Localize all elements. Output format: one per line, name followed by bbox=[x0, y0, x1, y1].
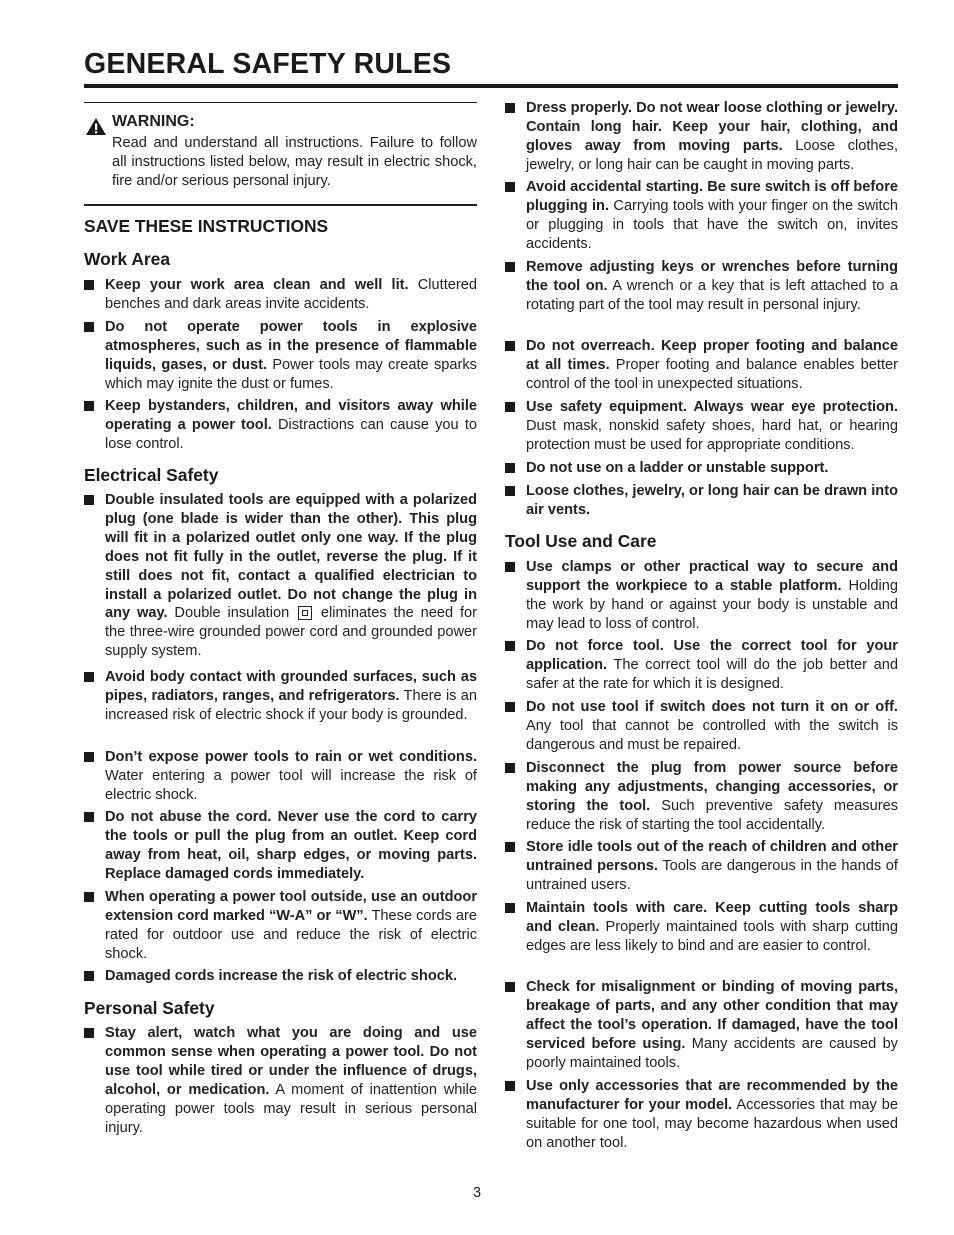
item-bold: Double insulated tools are equipped with a polarized plug (one blade is wider than the other). This plug will fit in a polarized outlet only one way. If the plug does not fit fully in the outlet, reverse the plug. If it still does not fit, contact a qualified electrician to install a polarized outlet. Do not change the plug in any way. bbox=[105, 492, 477, 622]
item-bold: Disconnect the plug from power source before making any adjustments, changing accessories, or storing the tool. bbox=[526, 760, 898, 814]
item-bold: Store idle tools out of the reach of children and other untrained persons. bbox=[526, 839, 898, 874]
warning-body: Read and understand all instructions. Failure to follow all instructions listed below, may result in electric shock, fire and/or serious personal injury. bbox=[112, 135, 477, 189]
tool-use-item bbox=[505, 637, 898, 694]
item-bold: Keep bystanders, children, and visitors away while operating a power tool. bbox=[105, 398, 477, 433]
item-text: Tools are dangerous in the hands of untrained users. bbox=[526, 857, 898, 893]
item-bold: Do not overreach. Keep proper footing and balance at all times. bbox=[526, 338, 898, 373]
electrical-safety-item bbox=[84, 748, 477, 805]
item-text: These cords are rated for outdoor use and reduce the risk of electric shock. bbox=[105, 907, 477, 962]
item-text: Properly maintained tools with sharp cutting edges are less likely to bind and are easier to control. bbox=[526, 918, 898, 954]
item-bold: Loose clothes, jewelry, or long hair can be drawn into air vents. bbox=[526, 483, 898, 518]
bullet-square-icon bbox=[505, 842, 515, 852]
title-rule bbox=[84, 84, 898, 88]
bullet-square-icon bbox=[505, 103, 515, 113]
bullet-square-icon bbox=[84, 812, 94, 822]
bullet-square-icon bbox=[505, 341, 515, 351]
item-bold: Remove adjusting keys or wrenches before turning the tool on. bbox=[526, 259, 898, 294]
item-bold: Don’t expose power tools to rain or wet conditions. bbox=[105, 749, 477, 765]
tool-use-heading: Tool Use and Care bbox=[505, 531, 657, 551]
item-text: Proper footing and balance enables better control of the tool in unexpected situations. bbox=[526, 356, 898, 392]
tool-use-item bbox=[505, 698, 898, 755]
item-bold: Check for misalignment or binding of moving parts, breakage of parts, and any other condition that may affect the tool’s operation. If damaged, have the tool serviced before using. bbox=[526, 979, 898, 1052]
item-bold: Do not force tool. Use the correct tool for your application. bbox=[526, 638, 898, 673]
item-text-continued: eliminates the need for the three-wire grounded power cord and grounded power supply system. bbox=[105, 605, 477, 660]
item-bold: Do not use on a ladder or unstable support. bbox=[526, 460, 829, 476]
personal-safety-item bbox=[505, 337, 898, 394]
electrical-safety-item bbox=[84, 491, 477, 661]
item-text: Power tools may create sparks which may ignite the dust or fumes. bbox=[105, 356, 477, 392]
item-bold: Dress properly. Do not wear loose clothing or jewelry. Contain long hair. Keep your hair, clothing, and gloves away from moving parts. bbox=[526, 100, 898, 154]
bullet-square-icon bbox=[505, 903, 515, 913]
work-area-item bbox=[84, 397, 477, 454]
item-text: There is an increased risk of electric shock if your body is grounded. bbox=[105, 687, 478, 723]
item-text: Cluttered benches and dark areas invite accidents. bbox=[105, 277, 477, 312]
bullet-square-icon bbox=[505, 463, 515, 473]
item-bold: When operating a power tool outside, use an outdoor extension cord marked “W-A” or “W”. bbox=[105, 889, 477, 924]
item-text: Such preventive safety measures reduce the risk of starting the tool accidentally. bbox=[526, 797, 898, 833]
personal-safety-item bbox=[505, 99, 898, 175]
bullet-square-icon bbox=[505, 182, 515, 192]
item-text: A moment of inattention while operating power tools may result in serious personal injury. bbox=[105, 1081, 478, 1136]
bullet-square-icon bbox=[84, 401, 94, 411]
item-bold: Use only accessories that are recommended by the manufacturer for your model. bbox=[526, 1078, 898, 1113]
electrical-safety-heading: Electrical Safety bbox=[84, 465, 219, 485]
page-number: 3 bbox=[472, 1185, 482, 1201]
electrical-safety-item bbox=[84, 808, 477, 884]
electrical-safety-item bbox=[84, 888, 477, 964]
bullet-square-icon bbox=[505, 982, 515, 992]
electrical-safety-item bbox=[84, 668, 477, 725]
item-text: Accessories that may be suitable for one tool, may become hazardous when used on another tool. bbox=[526, 1096, 898, 1151]
item-text: Water entering a power tool will increase the risk of electric shock. bbox=[105, 767, 477, 803]
item-text: Distractions can cause you to lose control. bbox=[105, 416, 477, 452]
bullet-square-icon bbox=[505, 702, 515, 712]
page-title: GENERAL SAFETY RULES bbox=[84, 48, 452, 80]
bullet-square-icon bbox=[84, 672, 94, 682]
personal-safety-item bbox=[505, 459, 898, 478]
tool-use-item bbox=[505, 759, 898, 835]
tool-use-item bbox=[505, 558, 898, 634]
warning-triangle-icon bbox=[85, 117, 107, 136]
double-insulation-symbol-icon bbox=[298, 606, 312, 620]
bullet-square-icon bbox=[505, 402, 515, 412]
item-bold: Do not abuse the cord. Never use the cord to carry the tools or pull the plug from an outlet. Keep cord away from heat, oil, sharp edges, or moving parts. Replace damaged cords immediately. bbox=[105, 809, 477, 882]
bullet-square-icon bbox=[84, 495, 94, 505]
work-area-heading: Work Area bbox=[84, 249, 171, 269]
tool-use-item bbox=[505, 1077, 898, 1153]
item-text: Carrying tools with your finger on the switch or plugging in tools that have the switch on, invites accidents. bbox=[526, 197, 898, 252]
item-bold: Maintain tools with care. Keep cutting tools sharp and clean. bbox=[526, 900, 898, 935]
personal-safety-heading: Personal Safety bbox=[84, 998, 215, 1018]
save-instructions-heading: SAVE THESE INSTRUCTIONS bbox=[84, 216, 329, 236]
item-bold: Use clamps or other practical way to secure and support the workpiece to a stable platform. bbox=[526, 559, 898, 594]
item-bold: Do not operate power tools in explosive atmospheres, such as in the presence of flammable liquids, gases, or dust. bbox=[105, 319, 477, 373]
work-area-item bbox=[84, 318, 477, 394]
bullet-square-icon bbox=[505, 641, 515, 651]
tool-use-item bbox=[505, 899, 898, 956]
bullet-square-icon bbox=[84, 892, 94, 902]
personal-safety-item bbox=[505, 258, 898, 315]
tool-use-item bbox=[505, 978, 898, 1073]
bullet-square-icon bbox=[505, 763, 515, 773]
item-text: The correct tool will do the job better and safer at the rate for which it is designed. bbox=[526, 656, 898, 692]
item-bold: Do not use tool if switch does not turn it on or off. bbox=[526, 699, 898, 715]
warning-top-rule bbox=[84, 102, 477, 103]
item-bold: Keep your work area clean and well lit. bbox=[105, 277, 409, 293]
personal-safety-item bbox=[505, 178, 898, 254]
item-bold: Avoid body contact with grounded surfaces, such as pipes, radiators, ranges, and refrigerators. bbox=[105, 669, 477, 704]
bullet-square-icon bbox=[84, 971, 94, 981]
bullet-square-icon bbox=[84, 322, 94, 332]
item-text: Dust mask, nonskid safety shoes, hard hat, or hearing protection must be used for appropriate conditions. bbox=[526, 417, 898, 453]
item-text: Loose clothes, jewelry, or long hair can be caught in moving parts. bbox=[526, 137, 898, 173]
item-text: A wrench or a key that is left attached to a rotating part of the tool may result in personal injury. bbox=[526, 277, 898, 313]
item-text: Double insulation bbox=[167, 605, 290, 622]
warning-bottom-rule bbox=[84, 204, 477, 206]
item-text: Any tool that cannot be controlled with the switch is dangerous and must be repaired. bbox=[526, 717, 898, 753]
item-bold: Use safety equipment. Always wear eye protection. bbox=[526, 399, 898, 415]
work-area-item bbox=[84, 276, 477, 314]
item-bold: Stay alert, watch what you are doing and use common sense when operating a power tool. Do not use tool while tired or under the influence of drugs, alcohol, or medication. bbox=[105, 1025, 477, 1098]
bullet-square-icon bbox=[505, 1081, 515, 1091]
bullet-square-icon bbox=[84, 280, 94, 290]
bullet-square-icon bbox=[505, 486, 515, 496]
personal-safety-item bbox=[505, 482, 898, 520]
item-text: Holding the work by hand or against your body is unstable and may lead to loss of control. bbox=[526, 577, 898, 632]
electrical-safety-item bbox=[84, 967, 477, 986]
bullet-square-icon bbox=[505, 262, 515, 272]
warning-heading: WARNING: bbox=[112, 113, 195, 130]
bullet-square-icon bbox=[84, 1028, 94, 1038]
bullet-square-icon bbox=[505, 562, 515, 572]
bullet-square-icon bbox=[84, 752, 94, 762]
personal-safety-item bbox=[84, 1024, 477, 1137]
item-bold: Damaged cords increase the risk of electric shock. bbox=[105, 968, 458, 984]
item-text: Many accidents are caused by poorly maintained tools. bbox=[526, 1035, 898, 1071]
tool-use-item bbox=[505, 838, 898, 895]
item-bold: Avoid accidental starting. Be sure switch is off before plugging in. bbox=[526, 179, 898, 214]
personal-safety-item bbox=[505, 398, 898, 455]
